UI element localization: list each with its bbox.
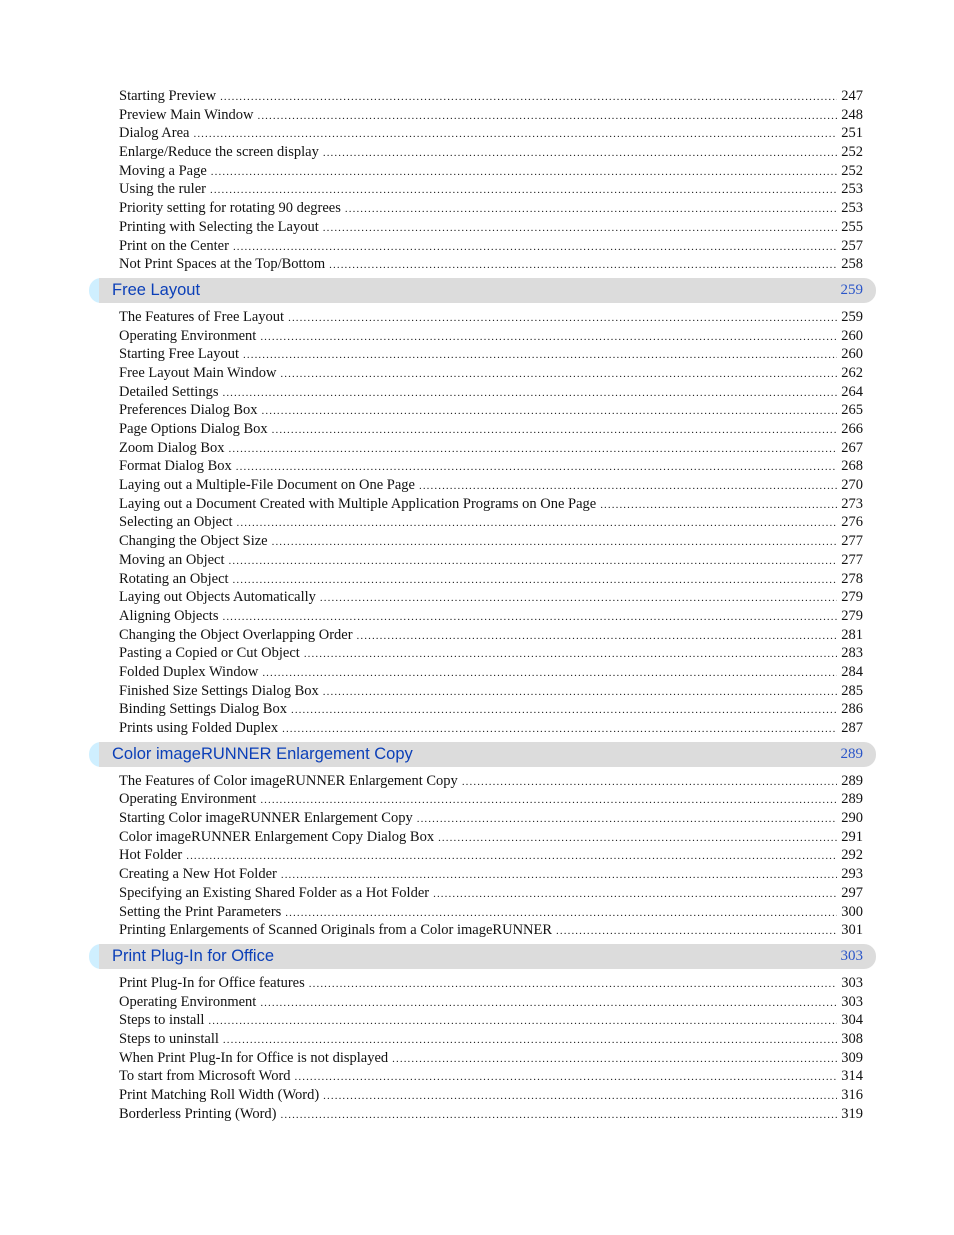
dot-leader bbox=[556, 922, 837, 941]
dot-leader bbox=[392, 1050, 837, 1069]
toc-entry-page: 292 bbox=[841, 847, 863, 864]
dot-leader bbox=[329, 256, 837, 275]
toc-entry-title: Moving a Page bbox=[119, 162, 207, 179]
section-title: Free Layout bbox=[112, 280, 201, 299]
toc-entry[interactable] bbox=[119, 626, 863, 645]
toc-entry-title: The Features of Color imageRUNNER Enlargement Copy bbox=[119, 772, 458, 789]
toc-entry-title: Selecting an Object bbox=[119, 514, 233, 531]
dot-leader bbox=[262, 664, 837, 683]
toc-entry-page: 262 bbox=[841, 364, 863, 381]
dot-leader bbox=[229, 552, 838, 571]
toc-entry[interactable] bbox=[119, 180, 863, 199]
toc-entry-page: 290 bbox=[841, 810, 863, 827]
dot-leader bbox=[220, 88, 837, 107]
toc-entry[interactable] bbox=[119, 237, 863, 256]
toc-entry-page: 252 bbox=[841, 162, 863, 179]
toc-entry[interactable] bbox=[119, 700, 863, 719]
toc-entry-page: 284 bbox=[841, 663, 863, 680]
toc-entry-page: 268 bbox=[841, 458, 863, 475]
toc-entry[interactable] bbox=[119, 570, 863, 589]
toc-entry-title: When Print Plug-In for Office is not displayed bbox=[119, 1049, 389, 1066]
toc-entry[interactable] bbox=[119, 828, 863, 847]
toc-entry-title: Using the ruler bbox=[119, 181, 206, 198]
toc-entry-page: 276 bbox=[841, 514, 863, 531]
dot-leader bbox=[357, 627, 838, 646]
toc-entry-page: 301 bbox=[841, 922, 863, 939]
toc-entry-title: Moving an Object bbox=[119, 551, 225, 568]
toc-entry-page: 248 bbox=[841, 106, 863, 123]
table-of-contents bbox=[0, 87, 954, 1123]
toc-entry[interactable] bbox=[119, 327, 863, 346]
toc-entry-title: Format Dialog Box bbox=[119, 458, 232, 475]
toc-entry-page: 252 bbox=[841, 144, 863, 161]
toc-entry[interactable] bbox=[119, 1049, 863, 1068]
section-heading[interactable] bbox=[89, 944, 876, 969]
toc-entry[interactable] bbox=[119, 682, 863, 701]
dot-leader bbox=[257, 107, 837, 126]
toc-entry[interactable] bbox=[119, 439, 863, 458]
toc-entry[interactable] bbox=[119, 345, 863, 364]
toc-entry[interactable] bbox=[119, 420, 863, 439]
toc-entry-page: 247 bbox=[841, 88, 863, 104]
toc-entry-page: 273 bbox=[841, 495, 863, 512]
toc-entry[interactable] bbox=[119, 719, 863, 738]
dot-leader bbox=[281, 1106, 838, 1125]
toc-entry-title: Detailed Settings bbox=[119, 383, 219, 400]
toc-entry-title: Preferences Dialog Box bbox=[119, 402, 258, 419]
toc-entry[interactable] bbox=[119, 87, 863, 106]
toc-entry-title: Changing the Object Overlapping Order bbox=[119, 626, 353, 643]
toc-entry-title: Print Plug-In for Office features bbox=[119, 974, 305, 991]
dot-leader bbox=[233, 238, 837, 257]
toc-entry[interactable] bbox=[119, 364, 863, 383]
toc-entry-title: The Features of Free Layout bbox=[119, 308, 285, 325]
toc-entry-title: Steps to install bbox=[119, 1012, 205, 1029]
dot-leader bbox=[323, 144, 837, 163]
toc-entry-title: Preview Main Window bbox=[119, 106, 254, 123]
toc-entry-page: 253 bbox=[841, 200, 863, 217]
toc-entry[interactable] bbox=[119, 809, 863, 828]
toc-entry-title: Operating Environment bbox=[119, 327, 257, 344]
toc-entry[interactable] bbox=[119, 551, 863, 570]
toc-entry-title: Operating Environment bbox=[119, 993, 257, 1010]
toc-entry-title: Creating a New Hot Folder bbox=[119, 866, 277, 883]
toc-entry[interactable] bbox=[119, 532, 863, 551]
toc-entry[interactable] bbox=[119, 921, 863, 940]
toc-entry-title: Printing with Selecting the Layout bbox=[119, 218, 319, 235]
dot-leader bbox=[262, 402, 838, 421]
toc-entry-title: Print on the Center bbox=[119, 237, 229, 254]
toc-entry-page: 277 bbox=[841, 551, 863, 568]
section-heading[interactable] bbox=[89, 742, 876, 767]
toc-entry-page: 251 bbox=[841, 125, 863, 142]
section-heading[interactable] bbox=[89, 278, 876, 303]
toc-entry[interactable] bbox=[119, 308, 863, 327]
toc-entry-page: 289 bbox=[841, 791, 863, 808]
toc-entry-page: 277 bbox=[841, 533, 863, 550]
toc-entry[interactable] bbox=[119, 218, 863, 237]
toc-entry-page: 255 bbox=[841, 218, 863, 235]
toc-entry-title: Page Options Dialog Box bbox=[119, 421, 268, 437]
dot-leader bbox=[291, 701, 837, 720]
dot-leader bbox=[281, 866, 837, 885]
toc-entry[interactable] bbox=[119, 974, 863, 993]
dot-leader bbox=[280, 365, 837, 384]
section-title: Color imageRUNNER Enlargement Copy bbox=[112, 744, 413, 763]
toc-entry[interactable] bbox=[119, 1086, 863, 1105]
section-page-number: 259 bbox=[840, 281, 863, 298]
toc-entry-page: 266 bbox=[841, 421, 863, 437]
toc-entry-page: 253 bbox=[841, 181, 863, 198]
dot-leader bbox=[236, 458, 837, 477]
toc-entry-title: Hot Folder bbox=[119, 847, 183, 864]
dot-leader bbox=[210, 181, 837, 200]
toc-entry-page: 260 bbox=[841, 327, 863, 344]
toc-entry[interactable] bbox=[119, 1067, 863, 1086]
dot-leader bbox=[193, 125, 837, 144]
dot-leader bbox=[288, 309, 837, 328]
dot-leader bbox=[304, 645, 837, 664]
toc-entry-title: Finished Size Settings Dialog Box bbox=[119, 682, 319, 699]
toc-entry-title: Rotating an Object bbox=[119, 570, 229, 587]
dot-leader bbox=[295, 1068, 838, 1087]
toc-entry-page: 304 bbox=[841, 1012, 863, 1029]
toc-entry-page: 257 bbox=[841, 237, 863, 254]
section-page-number: 289 bbox=[840, 745, 863, 762]
dot-leader bbox=[419, 477, 837, 496]
dot-leader bbox=[285, 904, 837, 923]
toc-entry-title: Starting Free Layout bbox=[119, 346, 240, 363]
toc-entry[interactable] bbox=[119, 162, 863, 181]
dot-leader bbox=[309, 975, 837, 994]
toc-entry[interactable] bbox=[119, 865, 863, 884]
dot-leader bbox=[272, 533, 838, 552]
toc-entry-page: 279 bbox=[841, 607, 863, 624]
dot-leader bbox=[272, 421, 838, 440]
dot-leader bbox=[260, 994, 837, 1013]
dot-leader bbox=[320, 589, 837, 608]
dot-leader bbox=[323, 1087, 837, 1106]
toc-entry-title: Laying out a Document Created with Multiple Application Programs on One Page bbox=[119, 495, 597, 512]
section-heading-bar bbox=[99, 278, 876, 303]
toc-entry-page: 264 bbox=[841, 383, 863, 400]
toc-entry[interactable] bbox=[119, 1011, 863, 1030]
dot-leader bbox=[417, 810, 838, 829]
toc-entry-title: Changing the Object Size bbox=[119, 533, 268, 550]
toc-entry-title: Borderless Printing (Word) bbox=[119, 1105, 277, 1122]
toc-entry-title: Binding Settings Dialog Box bbox=[119, 701, 287, 718]
dot-leader bbox=[222, 384, 837, 403]
toc-entry-page: 260 bbox=[841, 346, 863, 363]
toc-entry[interactable] bbox=[119, 903, 863, 922]
toc-entry[interactable] bbox=[119, 199, 863, 218]
toc-entry[interactable] bbox=[119, 401, 863, 420]
toc-entry-page: 258 bbox=[841, 256, 863, 273]
dot-leader bbox=[600, 496, 837, 515]
dot-leader bbox=[323, 219, 837, 238]
toc-entry-page: 316 bbox=[841, 1087, 863, 1103]
dot-leader bbox=[229, 440, 838, 459]
toc-entry-page: 308 bbox=[841, 1030, 863, 1047]
toc-entry[interactable] bbox=[119, 644, 863, 663]
toc-entry-page: 289 bbox=[841, 772, 863, 789]
toc-entry-page: 286 bbox=[841, 701, 863, 718]
toc-entry[interactable] bbox=[119, 1105, 863, 1124]
toc-entry-page: 265 bbox=[841, 402, 863, 419]
dot-leader bbox=[260, 791, 837, 810]
toc-entry[interactable] bbox=[119, 884, 863, 903]
toc-entry-title: Color imageRUNNER Enlargement Copy Dialog Box bbox=[119, 828, 435, 845]
toc-entry[interactable] bbox=[119, 106, 863, 125]
dot-leader bbox=[438, 829, 837, 848]
toc-entry-page: 267 bbox=[841, 439, 863, 456]
toc-entry-title: Not Print Spaces at the Top/Bottom bbox=[119, 256, 326, 273]
section-page-number: 303 bbox=[840, 947, 863, 964]
section-title: Print Plug-In for Office bbox=[112, 946, 275, 965]
toc-entry[interactable] bbox=[119, 513, 863, 532]
toc-entry-title: Prints using Folded Duplex bbox=[119, 720, 279, 736]
toc-entry-page: 281 bbox=[841, 626, 863, 643]
toc-entry[interactable] bbox=[119, 993, 863, 1012]
toc-entry-title: Laying out Objects Automatically bbox=[119, 589, 316, 606]
dot-leader bbox=[345, 200, 837, 219]
dot-leader bbox=[211, 163, 837, 182]
toc-entry[interactable] bbox=[119, 495, 863, 514]
toc-entry-page: 287 bbox=[841, 720, 863, 736]
toc-entry-title: Operating Environment bbox=[119, 791, 257, 808]
toc-entry-page: 303 bbox=[841, 993, 863, 1010]
toc-entry-title: Dialog Area bbox=[119, 125, 190, 142]
toc-entry-title: Priority setting for rotating 90 degrees bbox=[119, 200, 341, 217]
dot-leader bbox=[433, 885, 837, 904]
dot-leader bbox=[223, 1031, 837, 1050]
toc-entry-page: 270 bbox=[841, 477, 863, 494]
toc-entry-title: Starting Preview bbox=[119, 88, 217, 104]
toc-entry-title: Setting the Print Parameters bbox=[119, 903, 282, 920]
toc-entry[interactable] bbox=[119, 383, 863, 402]
toc-entry-title: Pasting a Copied or Cut Object bbox=[119, 645, 300, 662]
toc-entry-title: Aligning Objects bbox=[119, 607, 219, 624]
dot-leader bbox=[237, 514, 838, 533]
toc-entry[interactable] bbox=[119, 255, 863, 274]
toc-entry-page: 314 bbox=[841, 1068, 863, 1085]
toc-entry[interactable] bbox=[119, 846, 863, 865]
toc-entry-title: To start from Microsoft Word bbox=[119, 1068, 291, 1085]
toc-entry-title: Specifying an Existing Shared Folder as a Hot Folder bbox=[119, 884, 430, 901]
toc-entry-page: 303 bbox=[841, 974, 863, 991]
dot-leader bbox=[222, 608, 837, 627]
toc-entry-page: 259 bbox=[841, 308, 863, 325]
toc-entry-page: 283 bbox=[841, 645, 863, 662]
toc-entry-title: Printing Enlargements of Scanned Originals from a Color imageRUNNER bbox=[119, 922, 553, 939]
toc-entry[interactable] bbox=[119, 143, 863, 162]
toc-entry[interactable] bbox=[119, 476, 863, 495]
dot-leader bbox=[208, 1012, 837, 1031]
toc-entry[interactable] bbox=[119, 588, 863, 607]
toc-entry-page: 309 bbox=[841, 1049, 863, 1066]
toc-entry-page: 293 bbox=[841, 866, 863, 883]
toc-entry-title: Starting Color imageRUNNER Enlargement Copy bbox=[119, 810, 413, 827]
dot-leader bbox=[462, 773, 837, 792]
toc-entry-page: 319 bbox=[841, 1105, 863, 1122]
toc-entry[interactable] bbox=[119, 772, 863, 791]
toc-entry-title: Zoom Dialog Box bbox=[119, 439, 225, 456]
toc-entry-page: 279 bbox=[841, 589, 863, 606]
toc-entry[interactable] bbox=[119, 607, 863, 626]
toc-entry-page: 285 bbox=[841, 682, 863, 699]
toc-entry-title: Enlarge/Reduce the screen display bbox=[119, 144, 319, 161]
toc-entry-page: 291 bbox=[841, 828, 863, 845]
toc-entry[interactable] bbox=[119, 457, 863, 476]
toc-entry-title: Print Matching Roll Width (Word) bbox=[119, 1087, 320, 1103]
toc-entry-page: 300 bbox=[841, 903, 863, 920]
dot-leader bbox=[282, 720, 837, 739]
toc-entry-title: Steps to uninstall bbox=[119, 1030, 219, 1047]
dot-leader bbox=[233, 571, 838, 590]
dot-leader bbox=[186, 847, 837, 866]
toc-entry[interactable] bbox=[119, 663, 863, 682]
toc-entry[interactable] bbox=[119, 1030, 863, 1049]
toc-entry-title: Folded Duplex Window bbox=[119, 663, 259, 680]
dot-leader bbox=[243, 346, 837, 365]
toc-entry-page: 278 bbox=[841, 570, 863, 587]
toc-entry-title: Free Layout Main Window bbox=[119, 364, 277, 381]
dot-leader bbox=[260, 328, 837, 347]
toc-entry[interactable] bbox=[119, 124, 863, 143]
toc-entry[interactable] bbox=[119, 790, 863, 809]
toc-entry-title: Laying out a Multiple-File Document on One Page bbox=[119, 477, 415, 494]
toc-entry-page: 297 bbox=[841, 884, 863, 901]
dot-leader bbox=[323, 683, 837, 702]
